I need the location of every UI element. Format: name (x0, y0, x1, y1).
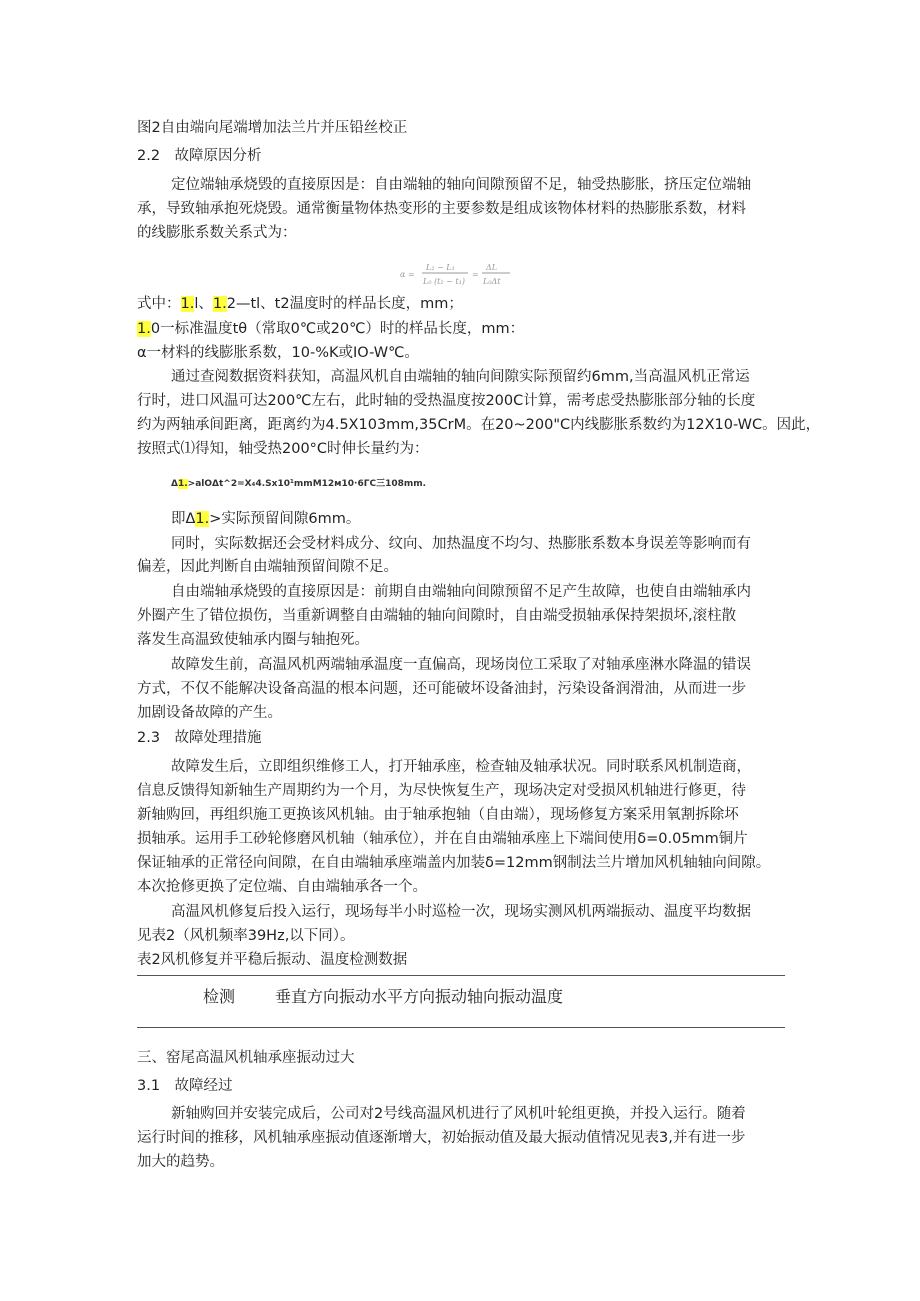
paragraph-line: 新轴购回，再组织施工更换该风机轴。由于轴承抱轴（自由端），现场修复方案采用氧割拆除坏 (137, 807, 739, 823)
definition-prefix: 式中： (137, 296, 181, 312)
highlight-mark: 1. (180, 296, 195, 312)
paragraph-line: 自由端轴承烧毁的直接原因是：前期自由端轴向间隙预留不足产生故障，也使自由端轴承内 (171, 584, 751, 600)
table-top-rule (137, 975, 785, 976)
highlight-mark: 1. (195, 511, 210, 527)
svg-text:L₀Δt: L₀Δt (483, 277, 501, 286)
highlight-mark: 1. (177, 479, 188, 489)
paragraph-line: 运行时间的推移，风机轴承座振动值逐渐增大，初始振动值及最大振动值情况见表3,并有进一步 (137, 1130, 746, 1146)
definition-text: l、 (194, 296, 213, 312)
paragraph-line: 偏差，因此判断自由端轴预留间隙不足。 (137, 559, 398, 575)
paragraph-line: 通过查阅数据资料获知，高温风机自由端轴的轴向间隙实际预留约6mm,当高温风机正常运 (171, 369, 750, 385)
formula-image (398, 258, 520, 290)
section-heading: 2.2 故障原因分析 (137, 148, 262, 164)
table-header-cell: 垂直方向振动水平方向振动轴向振动温度 (275, 987, 564, 1006)
section-heading: 3.1 故障经过 (137, 1078, 233, 1094)
paragraph-line: 高温风机修复后投入运行，现场每半小时巡检一次，现场实测风机两端振动、温度平均数据 (171, 904, 751, 920)
svg-text:α =: α = (400, 270, 415, 279)
paragraph-line: 的线膨胀系数关系式为： (137, 225, 297, 241)
paragraph-line: 损轴承。运用手工砂轮修磨风机轴（轴承位），并在自由端轴承座上下端间使用δ=0.05mm铜片 (137, 831, 748, 847)
conclusion-text: 即Δ (171, 511, 196, 527)
calculation-line (171, 476, 426, 489)
paragraph-line: 同时，实际数据还会受材料成分、纹向、加热温度不均匀、热膨胀系数本身误差等影响而有 (171, 536, 751, 552)
paragraph-line: 本次抢修更换了定位端、自由端轴承各一个。 (137, 879, 427, 895)
table-header-cell: 检测 (203, 987, 236, 1006)
paragraph-line: 外圈产生了错位损伤，当重新调整自由端轴的轴向间隙时，自由端受损轴承保持架损坏,滚柱散 (137, 608, 737, 624)
paragraph-line: 承，导致轴承抱死烧毁。通常衡量物体热变形的主要参数是组成该物体材料的热膨胀系数，材料 (137, 201, 746, 217)
paragraph-line: 方式，不仅不能解决设备高温的根本问题，还可能破坏设备油封，污染设备润滑油，从而进一步 (137, 681, 746, 697)
svg-text:L₀ (t₂ − t₁): L₀ (t₂ − t₁) (423, 277, 465, 286)
definition-line: α一材料的线膨胀系数，10-%K或IO-W℃。 (137, 345, 419, 361)
calculation-text: Δ (171, 479, 178, 489)
paragraph-line: 加大的趋势。 (137, 1154, 224, 1170)
definition-line (137, 318, 524, 340)
paragraph-line: 保证轴承的正常径向间隙，在自由端轴承座端盖内加装δ=12mm钢制法兰片增加风机轴轴向间隙。 (137, 855, 771, 871)
svg-text:=: = (472, 270, 479, 279)
definition-text: 2—tl、t2温度时的样品长度，mm； (226, 296, 463, 312)
paragraph-line: 故障发生后，立即组织维修工人，打开轴承座，检查轴及轴承状况。同时联系风机制造商， (171, 759, 751, 775)
table-bottom-rule (137, 1027, 785, 1028)
highlight-mark: 1. (137, 321, 151, 337)
conclusion-line (171, 508, 360, 530)
calculation-text: >alOΔt^2=X₄4.Sx10¹mmM12м10·6ГC三108mm. (187, 479, 427, 489)
table-caption: 表2风机修复并平稳后振动、温度检测数据 (137, 952, 408, 968)
paragraph-line: 故障发生前，高温风机两端轴承温度一直偏高，现场岗位工采取了对轴承座淋水降温的错误 (171, 657, 751, 673)
definition-line (137, 293, 463, 315)
paragraph-line: 见表2（风机频率39Hz,以下同）。 (137, 928, 355, 944)
paragraph-line: 新轴购回并安装完成后，公司对2号线高温风机进行了风机叶轮组更换，并投入运行。随着 (171, 1106, 746, 1122)
svg-text:ΔL: ΔL (486, 263, 498, 272)
section-heading: 2.3 故障处理措施 (137, 730, 262, 746)
conclusion-text: >实际预留间隙6mm。 (209, 511, 361, 527)
figure-caption: 图2自由端向尾端增加法兰片并压铅丝校正 (137, 120, 408, 136)
svg-text:L₂ − L₁: L₂ − L₁ (426, 263, 455, 272)
paragraph-line: 加剧设备故障的产生。 (137, 705, 282, 721)
chapter-heading: 三、窑尾高温风机轴承座振动过大 (137, 1050, 355, 1066)
paragraph-line: 信息反馈得知新轴生产周期约为一个月，为尽快恢复生产，现场决定对受损风机轴进行修更，待 (137, 783, 746, 799)
highlight-mark: 1. (212, 296, 227, 312)
paragraph-line: 定位端轴承烧毁的直接原因是：自由端轴的轴向间隙预留不足，轴受热膨胀，挤压定位端轴 (171, 177, 751, 193)
paragraph-line: 行时，进口风温可达200℃左右，此时轴的受热温度按200C计算，需考虑受热膨胀部分轴的长度 (137, 393, 756, 409)
paragraph-line: 落发生高温致使轴承内圈与轴抱死。 (137, 632, 369, 648)
paragraph-line: 约为两轴承间距离，距离约为4.5X103mm,35CrM。在20~200"C内线膨胀系数约为12X10-WC。因此， (137, 417, 821, 433)
paragraph-line: 按照式⑴得知，轴受热200°C时伸长量约为： (137, 441, 429, 457)
definition-text: 0一标准温度tθ（常取0℃或20℃）时的样品长度，mm： (150, 321, 525, 337)
